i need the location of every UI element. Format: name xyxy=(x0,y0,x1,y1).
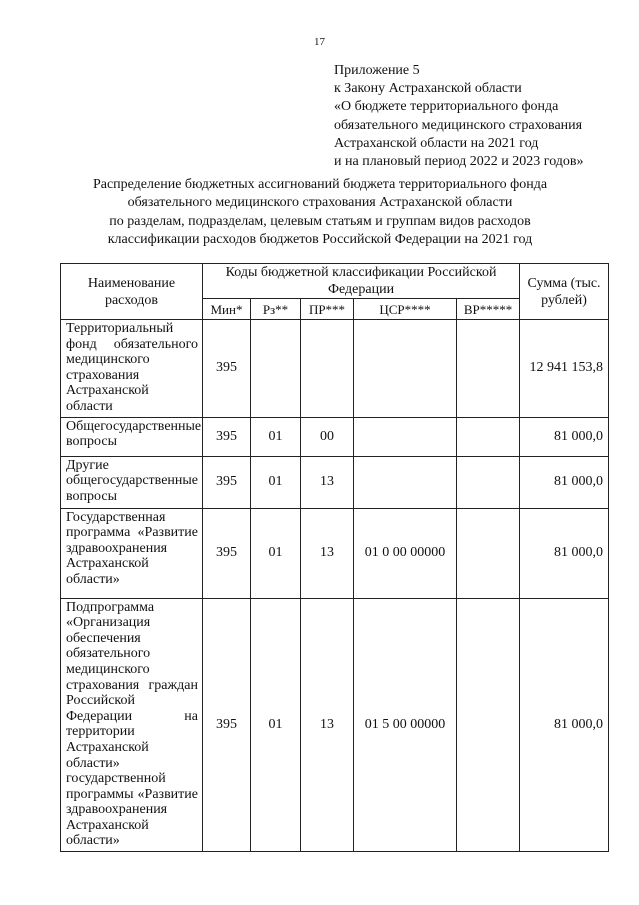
row-sum: 81 000,0 xyxy=(520,417,609,456)
row-rz: 01 xyxy=(251,598,301,852)
row-min: 395 xyxy=(203,417,251,456)
header-sum: Сумма (тыс. рублей) xyxy=(520,264,609,320)
header-pr: ПР*** xyxy=(301,299,354,320)
appendix-line: обязательного медицинского страхования xyxy=(334,117,583,133)
row-csr xyxy=(354,456,457,508)
row-name: Территориальный фонд обязательного медицинского страхования Астраханской области xyxy=(61,320,203,418)
row-pr xyxy=(301,320,354,418)
row-csr: 01 5 00 00000 xyxy=(354,598,457,852)
appendix-header xyxy=(334,62,584,171)
row-vr xyxy=(457,508,520,598)
appendix-line: Астраханской области на 2021 год xyxy=(334,135,539,151)
appendix-line: Приложение 5 xyxy=(334,63,420,78)
table-row xyxy=(61,417,609,456)
row-csr: 01 0 00 00000 xyxy=(354,508,457,598)
row-rz: 01 xyxy=(251,508,301,598)
page-number: 17 xyxy=(314,36,325,48)
row-name: Другие общегосударственные вопросы xyxy=(61,456,203,508)
row-pr: 13 xyxy=(301,508,354,598)
title-line: по разделам, подразделам, целевым статьям и группам видов расходов xyxy=(109,213,531,229)
appendix-line: «О бюджете территориального фонда xyxy=(334,99,559,115)
row-min: 395 xyxy=(203,598,251,852)
header-csr: ЦСР**** xyxy=(354,299,457,320)
document-title xyxy=(40,176,600,250)
row-vr xyxy=(457,598,520,852)
row-vr xyxy=(457,320,520,418)
row-sum: 81 000,0 xyxy=(520,508,609,598)
header-vr: ВР***** xyxy=(457,299,520,320)
row-min: 395 xyxy=(203,320,251,418)
row-rz xyxy=(251,320,301,418)
title-line: классификации расходов бюджетов Российской Федерации на 2021 год xyxy=(107,232,533,248)
header-codes: Коды бюджетной классификации Российской Федерации xyxy=(203,264,520,299)
header-name: Наименование расходов xyxy=(61,264,203,320)
row-min: 395 xyxy=(203,456,251,508)
row-vr xyxy=(457,417,520,456)
row-sum: 81 000,0 xyxy=(520,456,609,508)
row-rz: 01 xyxy=(251,417,301,456)
row-csr xyxy=(354,417,457,456)
row-vr xyxy=(457,456,520,508)
header-rz: Рз** xyxy=(251,299,301,320)
budget-table xyxy=(60,263,609,852)
appendix-line: и на плановый период 2022 и 2023 годов» xyxy=(334,154,584,170)
row-sum: 12 941 153,8 xyxy=(520,320,609,418)
row-rz: 01 xyxy=(251,456,301,508)
row-pr: 13 xyxy=(301,456,354,508)
table-row xyxy=(61,508,609,598)
header-min: Мин* xyxy=(203,299,251,320)
appendix-line: к Закону Астраханской области xyxy=(334,81,522,97)
row-pr: 00 xyxy=(301,417,354,456)
row-pr: 13 xyxy=(301,598,354,852)
title-line: обязательного медицинского страхования Астраханской области xyxy=(127,195,513,211)
table-row xyxy=(61,598,609,852)
table-row xyxy=(61,320,609,418)
row-name: Государственная программа «Развитие здравоохранения Астраханской области» xyxy=(61,508,203,598)
title-line: Распределение бюджетных ассигнований бюджета территориального фонда xyxy=(92,177,548,192)
row-min: 395 xyxy=(203,508,251,598)
table-row xyxy=(61,456,609,508)
row-sum: 81 000,0 xyxy=(520,598,609,852)
row-name: Общегосударственные вопросы xyxy=(61,417,203,456)
row-csr xyxy=(354,320,457,418)
row-name: Подпрограмма «Организация обеспечения обязательного медицинского страхования граждан Российской Федерации на территории Астраханской области» государственной программы «Развитие здравоохранения Астраханской области» xyxy=(61,598,203,852)
